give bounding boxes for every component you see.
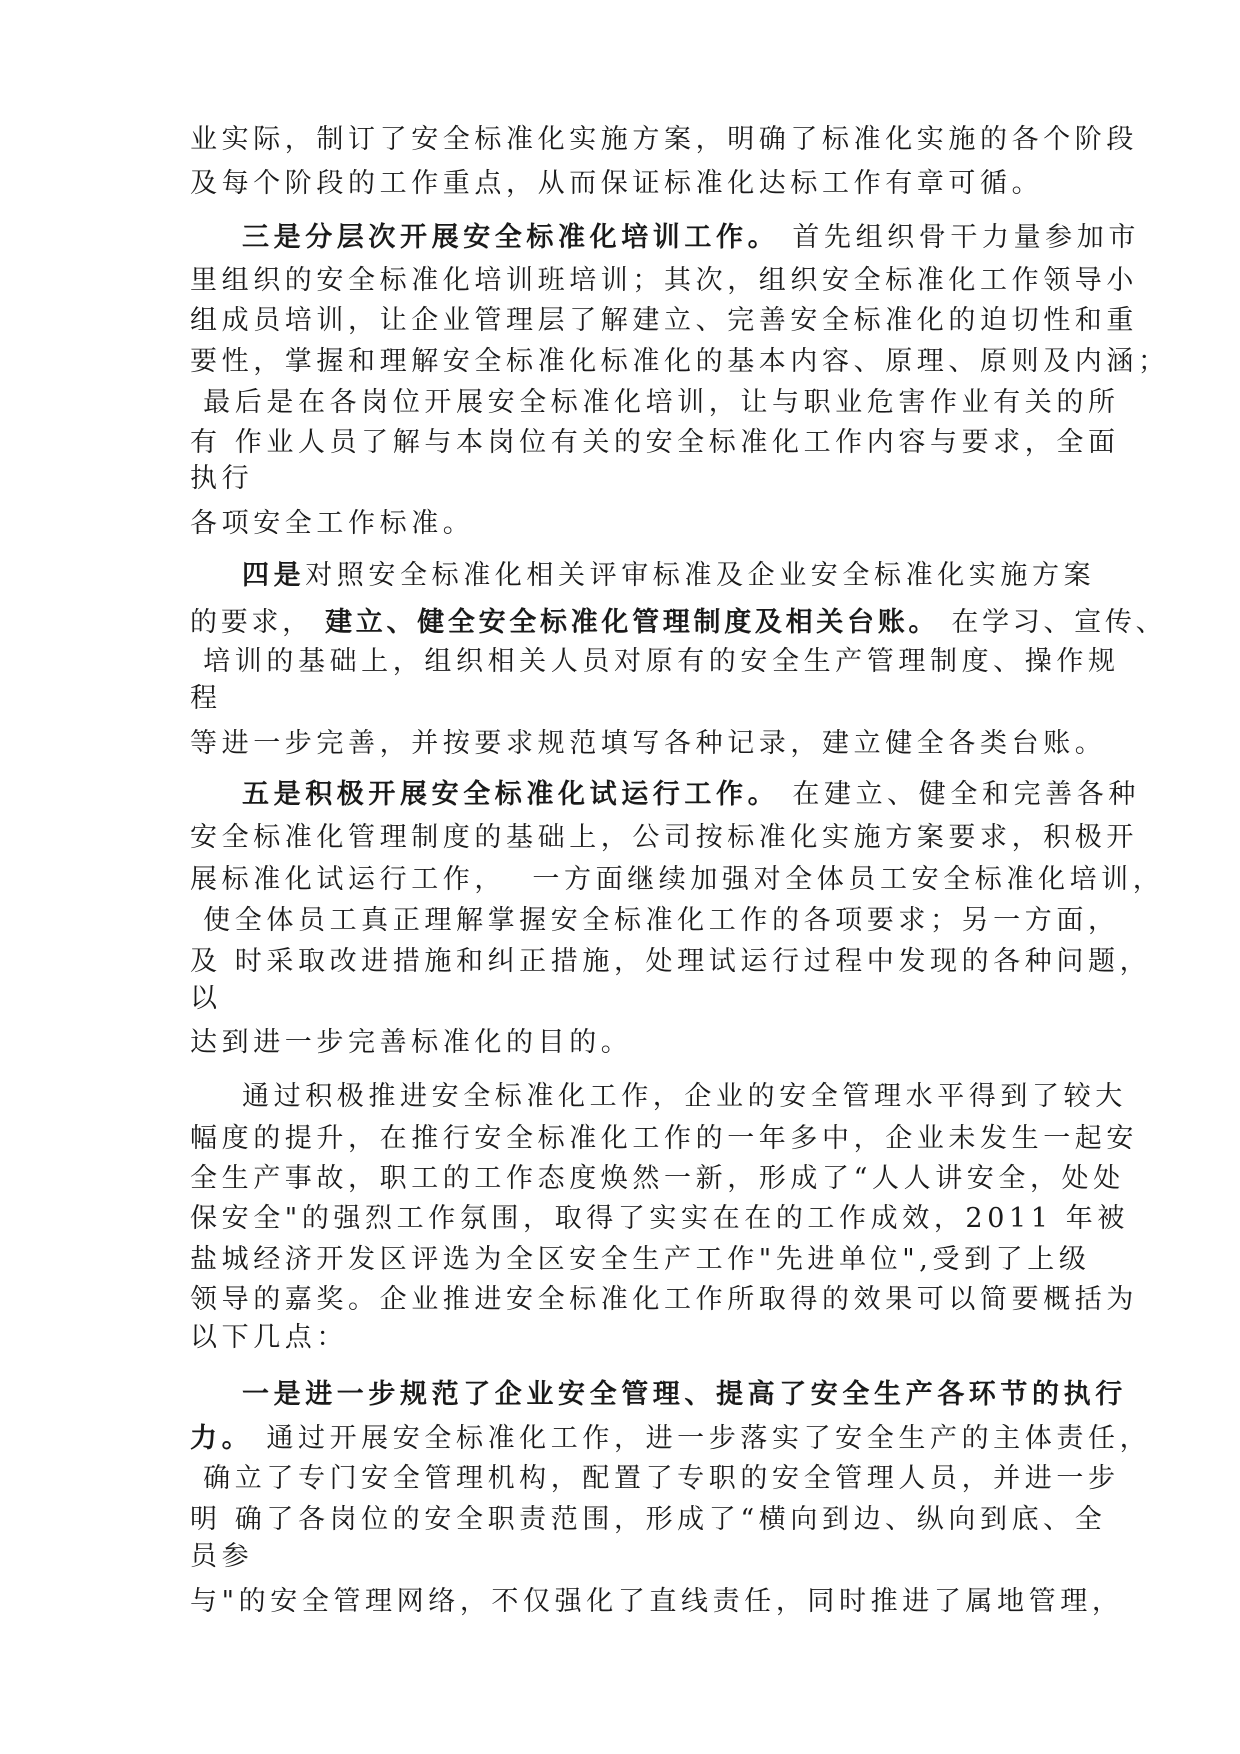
paragraph-3-line-2-pre: 的要求， [190,607,326,638]
paragraph-2-line-6: 有 作业人员了解与本岗位有关的安全标准化工作内容与要求，全面 [190,427,1120,458]
paragraph-3-line-3: 培训的基础上，组织相关人员对原有的安全生产管理制度、操作规 [190,646,1120,677]
paragraph-5-line-5: 盐城经济开发区评选为全区安全生产工作"先进单位",受到了上级 [190,1244,1091,1275]
paragraph-6-heading-end: 力。 [190,1423,254,1454]
paragraph-5-line-7: 以下几点： [190,1322,348,1353]
paragraph-2-line-1 [242,220,1140,256]
paragraph-4-heading: 五是积极开展安全标准化试运行工作。 [242,779,780,810]
paragraph-2-line-3: 组成员培训，让企业管理层了解建立、完善安全标准化的迫切性和重 [190,305,1138,336]
paragraph-6-line-3: 确立了专门安全管理机构，配置了专职的安全管理人员，并进一步 [190,1463,1120,1494]
paragraph-3-line-1 [242,558,1095,594]
paragraph-3-line-2-text: 在学习、宣传、 [939,607,1167,638]
paragraph-2-line-2: 里组织的安全标准化培训班培训；其次，组织安全标准化工作领导小 [190,265,1138,296]
paragraph-2-line-8: 各项安全工作标准。 [190,508,475,539]
paragraph-5-line-1: 通过积极推进安全标准化工作，企业的安全管理水平得到了较大 [242,1081,1127,1112]
paragraph-4-line-1-text: 在建立、健全和完善各种 [779,779,1140,810]
paragraph-4-line-1 [242,777,1140,813]
paragraph-3-emphasis: 建立、健全安全标准化管理制度及相关台账。 [325,607,940,638]
paragraph-2-line-7: 执行 [190,463,254,494]
paragraph-6-line-5: 员参 [190,1541,254,1572]
paragraph-2-line-4: 要性，掌握和理解安全标准化标准化的基本内容、原理、原则及内涵； [190,346,1170,377]
paragraph-4-line-3: 展标准化试运行工作， 一方面继续加强对全体员工安全标准化培训， [190,864,1165,895]
paragraph-5-line-3: 全生产事故，职工的工作态度焕然一新，形成了“人人讲安全，处处 [190,1163,1125,1194]
paragraph-1-line-1: 业实际，制订了安全标准化实施方案，明确了标准化实施的各个阶段 [190,124,1138,155]
paragraph-2-heading: 三是分层次开展安全标准化培训工作。 [242,222,780,253]
paragraph-6-line-4: 明 确了各岗位的安全职责范围，形成了“横向到边、纵向到底、全 [190,1504,1107,1535]
paragraph-4-line-2: 安全标准化管理制度的基础上，公司按标准化实施方案要求，积极开 [190,822,1138,853]
paragraph-2-line-5: 最后是在各岗位开展安全标准化培训，让与职业危害作业有关的所 [190,387,1120,418]
paragraph-4-line-4: 使全体员工真正理解掌握安全标准化工作的各项要求；另一方面， [190,905,1120,936]
paragraph-5-line-6: 领导的嘉奖。企业推进安全标准化工作所取得的效果可以简要概括为 [190,1284,1138,1315]
paragraph-6-line-6: 与"的安全管理网络，不仅强化了直线责任，同时推进了属地管理， [190,1586,1124,1617]
paragraph-6-heading: 一是进一步规范了企业安全管理、提高了安全生产各环节的执行 [242,1379,1127,1410]
paragraph-1-line-2: 及每个阶段的工作重点，从而保证标准化达标工作有章可循。 [190,168,1044,199]
paragraph-3-line-5: 等进一步完善，并按要求规范填写各种记录，建立健全各类台账。 [190,728,1107,759]
paragraph-3-line-4: 程 [190,683,222,714]
paragraph-3-line-1-text: 对照安全标准化相关评审标准及企业安全标准化实施方案 [305,560,1096,591]
paragraph-6-line-2-text: 通过开展安全标准化工作，进一步落实了安全生产的主体责任， [253,1423,1152,1454]
paragraph-5-line-4: 保安全"的强烈工作氛围，取得了实实在在的工作成效，2011 年被 [190,1203,1129,1234]
paragraph-4-line-6: 以 [190,983,222,1014]
paragraph-3-line-2 [190,605,1166,641]
paragraph-4-line-7: 达到进一步完善标准化的目的。 [190,1027,633,1058]
paragraph-5-line-2: 幅度的提升，在推行安全标准化工作的一年多中，企业未发生一起安 [190,1123,1138,1154]
paragraph-2-line-1-text: 首先组织骨干力量参加市 [779,222,1140,253]
paragraph-3-heading: 四是 [242,560,306,591]
paragraph-6-line-2 [190,1421,1151,1457]
paragraph-4-line-5: 及 时采取改进措施和纠正措施，处理试运行过程中发现的各种问题， [190,946,1152,977]
